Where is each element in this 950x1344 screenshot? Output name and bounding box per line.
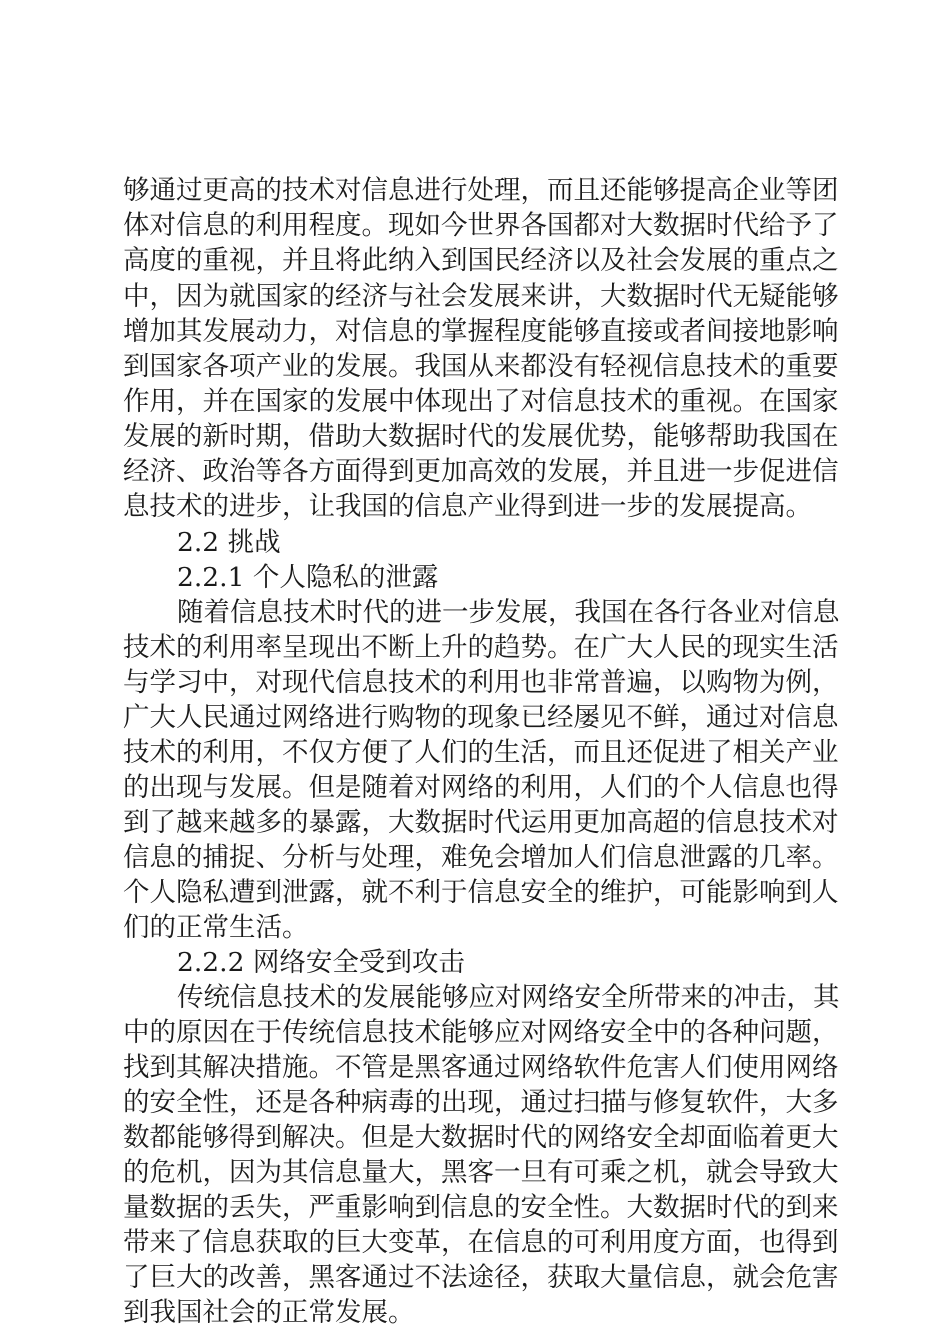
section-heading-privacy: 2.2.1 个人隐私的泄露 bbox=[177, 562, 439, 593]
paragraph-line: 技术的利用率呈现出不断上升的趋势。在广大人民的现实生活 bbox=[123, 632, 839, 663]
section-heading-network: 2.2.2 网络安全受到攻击 bbox=[177, 947, 465, 978]
paragraph-line: 到了越来越多的暴露，大数据时代运用更加高超的信息技术对 bbox=[123, 807, 839, 838]
paragraph-line: 中，因为就国家的经济与社会发展来讲，大数据时代无疑能够 bbox=[123, 281, 839, 312]
paragraph-line: 数都能够得到解决。但是大数据时代的网络安全却面临着更大 bbox=[123, 1122, 839, 1153]
paragraph-line: 个人隐私遭到泄露，就不利于信息安全的维护，可能影响到人 bbox=[123, 877, 839, 908]
paragraph-line: 随着信息技术时代的进一步发展，我国在各行各业对信息 bbox=[177, 597, 840, 628]
paragraph-line: 传统信息技术的发展能够应对网络安全所带来的冲击，其 bbox=[177, 982, 840, 1013]
paragraph-line: 高度的重视，并且将此纳入到国民经济以及社会发展的重点之 bbox=[123, 245, 839, 276]
paragraph-line: 息技术的进步，让我国的信息产业得到进一步的发展提高。 bbox=[123, 491, 812, 522]
paragraph-line: 发展的新时期，借助大数据时代的发展优势，能够帮助我国在 bbox=[123, 421, 839, 452]
paragraph-line: 作用，并在国家的发展中体现出了对信息技术的重视。在国家 bbox=[123, 386, 839, 417]
paragraph-line: 到国家各项产业的发展。我国从来都没有轻视信息技术的重要 bbox=[123, 351, 839, 382]
paragraph-line: 带来了信息获取的巨大变革，在信息的可利用度方面，也得到 bbox=[123, 1227, 839, 1258]
paragraph-line: 够通过更高的技术对信息进行处理，而且还能够提高企业等团 bbox=[123, 175, 839, 206]
paragraph-line: 广大人民通过网络进行购物的现象已经屡见不鲜，通过对信息 bbox=[123, 702, 839, 733]
paragraph-line: 的出现与发展。但是随着对网络的利用，人们的个人信息也得 bbox=[123, 772, 839, 803]
paragraph-line: 信息的捕捉、分析与处理，难免会增加人们信息泄露的几率。 bbox=[123, 842, 839, 873]
paragraph-line: 量数据的丢失，严重影响到信息的安全性。大数据时代的到来 bbox=[123, 1192, 839, 1223]
paragraph-line: 技术的利用，不仅方便了人们的生活，而且还促进了相关产业 bbox=[123, 737, 839, 768]
paragraph-line: 找到其解决措施。不管是黑客通过网络软件危害人们使用网络 bbox=[123, 1052, 839, 1083]
paragraph-line: 的安全性，还是各种病毒的出现，通过扫描与修复软件，大多 bbox=[123, 1087, 839, 1118]
paragraph-line: 的危机，因为其信息量大，黑客一旦有可乘之机，就会导致大 bbox=[123, 1157, 839, 1188]
paragraph-line: 与学习中，对现代信息技术的利用也非常普遍，以购物为例， bbox=[123, 667, 839, 698]
section-heading-challenge: 2.2 挑战 bbox=[177, 527, 281, 558]
paragraph-line: 了巨大的改善，黑客通过不法途径，获取大量信息，就会危害 bbox=[123, 1262, 839, 1293]
paragraph-line: 们的正常生活。 bbox=[123, 912, 309, 943]
paragraph-line: 经济、政治等各方面得到更加高效的发展，并且进一步促进信 bbox=[123, 456, 839, 487]
paragraph-line: 体对信息的利用程度。现如今世界各国都对大数据时代给予了 bbox=[123, 210, 839, 241]
paragraph-line: 到我国社会的正常发展。 bbox=[123, 1297, 415, 1328]
paragraph-line: 中的原因在于传统信息技术能够应对网络安全中的各种问题， bbox=[123, 1017, 839, 1048]
paragraph-line: 增加其发展动力，对信息的掌握程度能够直接或者间接地影响 bbox=[123, 316, 839, 347]
